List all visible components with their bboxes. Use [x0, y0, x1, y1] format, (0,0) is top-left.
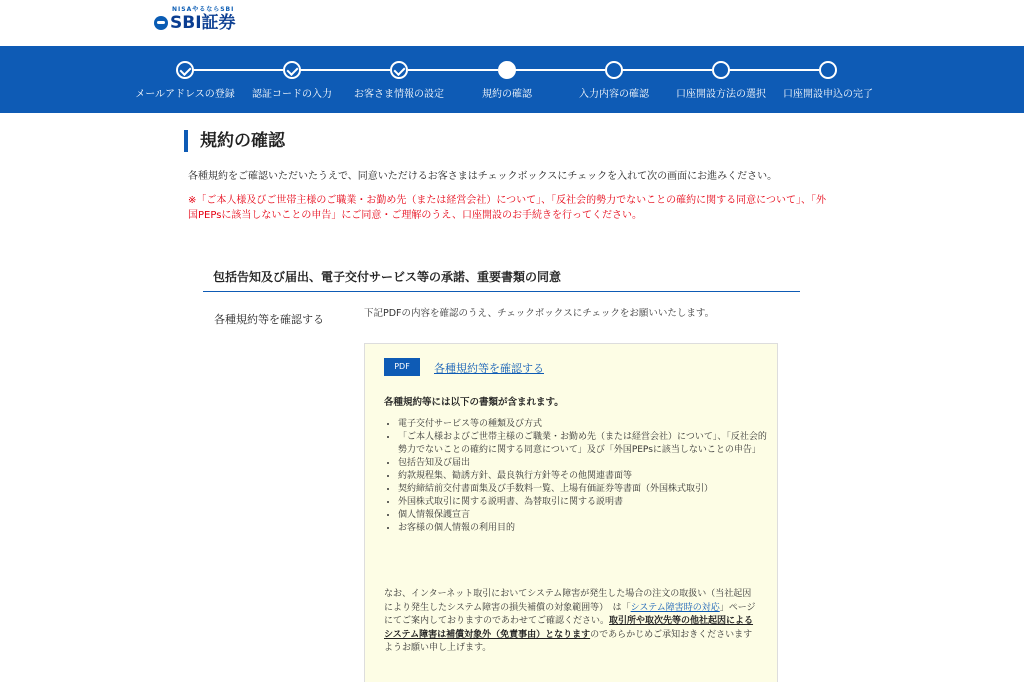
step-7-pending-icon — [819, 61, 837, 79]
step-label-terms: 規約の確認 — [482, 89, 532, 100]
progress-stepbar — [0, 46, 1024, 113]
view-terms-pdf-link[interactable]: 各種規約等を確認する — [434, 362, 544, 375]
system-failure-note — [384, 588, 760, 656]
intro-text: 各種規約をご確認いただいたうえで、同意いただけるお客さまはチェックボックスにチェックを入れて次の画面にお進みください。 — [188, 171, 778, 182]
step-connector — [622, 69, 712, 71]
documents-box — [364, 343, 778, 682]
step-label-auth-code: 認証コードの入力 — [252, 89, 332, 100]
step-connector — [193, 69, 283, 71]
documents-list — [384, 418, 768, 535]
step-connector — [729, 69, 819, 71]
list-item: • 個人情報保護宣言 — [398, 509, 768, 522]
step-label-customer-info: お客さま情報の設定 — [354, 89, 444, 100]
step-3-check-icon — [390, 61, 408, 79]
pdf-badge: PDF — [384, 358, 420, 376]
note-disclaimer-bold: 取引所や取次先等の他社起因によるシステム障害は補償対象外（免責事由）となります — [384, 616, 754, 640]
list-item: • 契約締結前交付書面集及び手数料一覧、上場有価証券等書面（外国株式取引） — [398, 483, 768, 496]
list-item: • 「ご本人様およびご世帯主様のご職業・お勤め先（または経営会社）について」、「反社会的勢力でないことの確約に関する同意について」及び「外国PEPsに該当しないことの申告」 — [398, 431, 768, 457]
step-label-complete: 口座開設申込の完了 — [783, 89, 873, 100]
logo-text: SBI証券 — [170, 13, 236, 33]
note-text-2: 」ページにてご案内しておりますのであわせてご確認ください。 — [384, 602, 756, 626]
step-6-pending-icon — [712, 61, 730, 79]
sbi-logo[interactable] — [154, 7, 236, 33]
section-title: 包括告知及び届出、電子交付サービス等の承諾、重要書類の同意 — [213, 270, 562, 284]
step-connector — [515, 69, 605, 71]
step-connector — [408, 69, 498, 71]
step-connector — [300, 69, 390, 71]
list-item: • 約款規程集、勧誘方針、最良執行方針等その他関連書面等 — [398, 470, 768, 483]
step-label-email: メールアドレスの登録 — [135, 89, 235, 100]
site-header — [0, 0, 1024, 46]
note-text-1: なお、インターネット取引においてシステム障害が発生した場合の注文の取扱い（当社起因により発生したシステム障害の損失補償の対象範囲等） は「 — [384, 589, 752, 613]
step-1-check-icon — [176, 61, 194, 79]
note-text-3: のであらかじめご承知おきくださいますようお願い申し上げます。 — [384, 629, 753, 653]
list-item: • 包括告知及び届出 — [398, 457, 768, 470]
documents-heading: 各種規約等には以下の書類が含まれます。 — [384, 397, 564, 408]
step-label-confirm-input: 入力内容の確認 — [579, 89, 649, 100]
list-item: • 外国株式取引に関する説明書、為替取引に関する説明書 — [398, 496, 768, 509]
row-label: 各種規約等を確認する — [214, 313, 324, 326]
list-item: • お客様の個人情報の利用目的 — [398, 522, 768, 535]
step-5-pending-icon — [605, 61, 623, 79]
logo-tagline: NISAやるならSBI — [172, 6, 235, 13]
step-label-account-method: 口座開設方法の選択 — [676, 89, 766, 100]
warning-text: ※「ご本人様及びご世帯主様のご職業・お勤め先（または経営会社）について」、「反社会的勢力でないことの確約に関する同意について」、「外国PEPsに該当しないことの申告」にご同意・ご理解のうえ、口座開設のお手続きを行ってください。 — [188, 195, 826, 221]
page-title: 規約の確認 — [184, 130, 285, 152]
list-item: • 電子交付サービス等の種類及び方式 — [398, 418, 768, 431]
row-description: 下記PDFの内容を確認のうえ、チェックボックスにチェックをお願いいたします。 — [364, 308, 715, 319]
sbi-logo-mark-icon — [154, 16, 168, 30]
system-failure-link[interactable]: システム障害時の対応 — [630, 602, 720, 613]
step-4-current-icon — [498, 61, 516, 79]
step-2-check-icon — [283, 61, 301, 79]
section-divider — [203, 291, 800, 292]
